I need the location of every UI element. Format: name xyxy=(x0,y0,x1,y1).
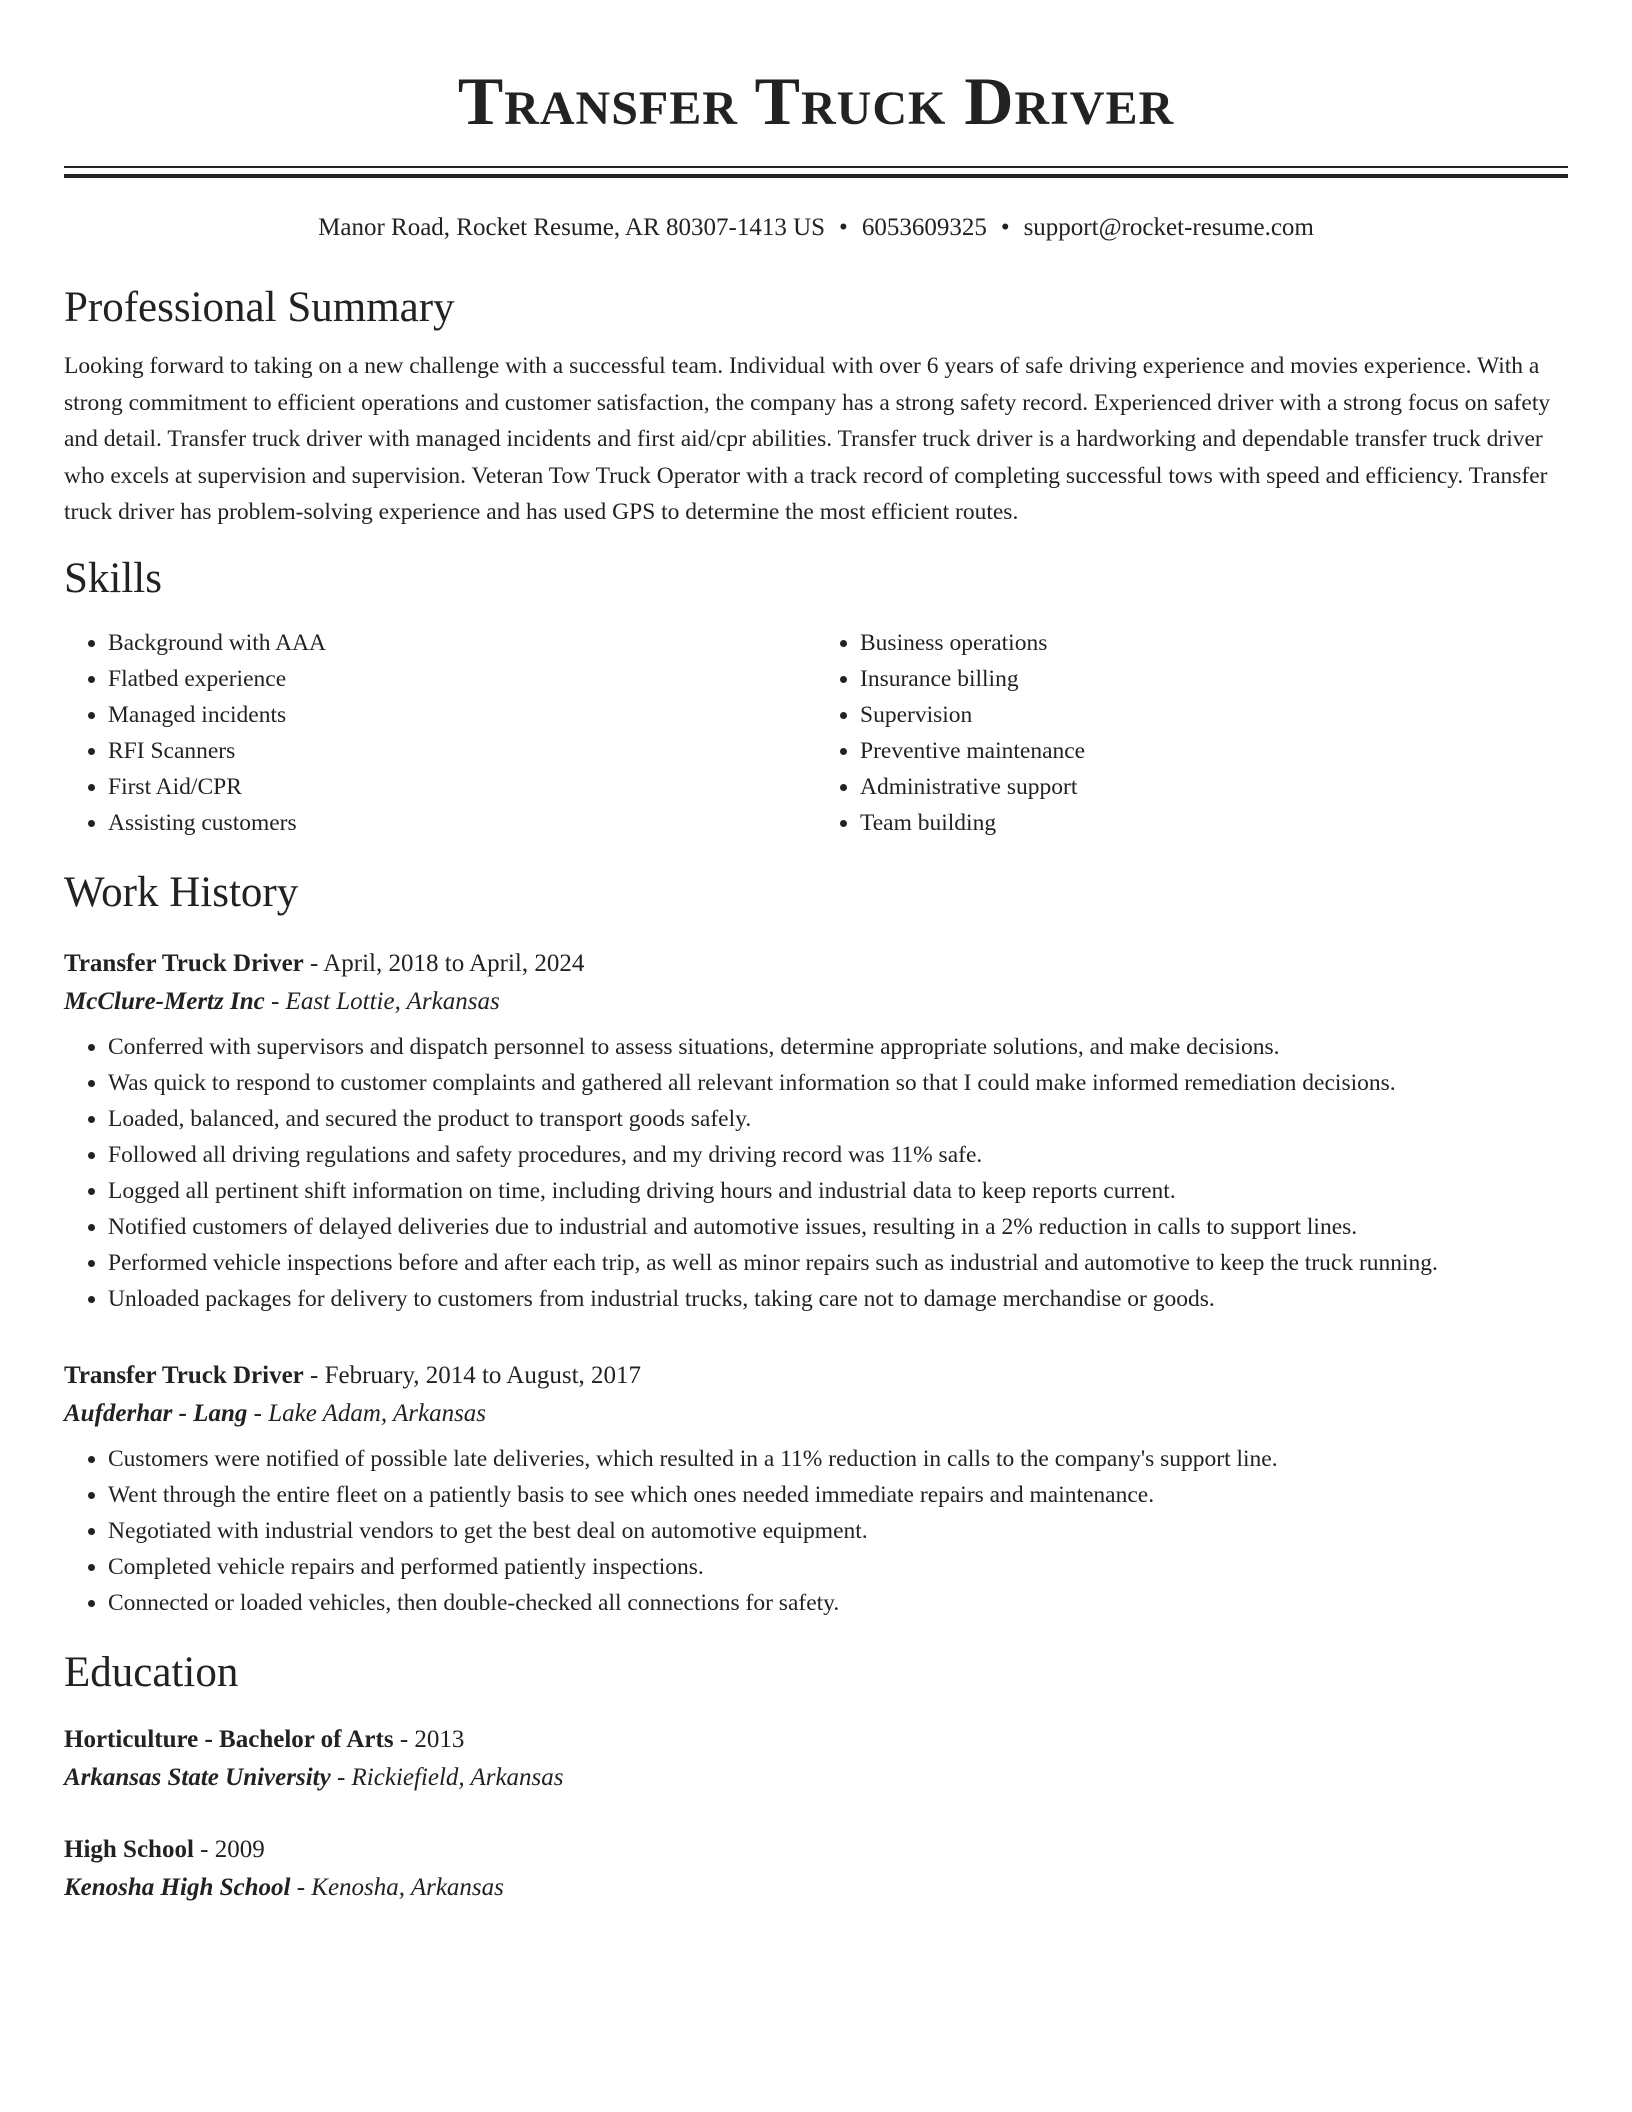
job-title: Transfer Truck Driver xyxy=(64,949,304,977)
job-bullet: • Connected or loaded vehicles, then double-checked all connections for safety. xyxy=(108,1585,1568,1621)
education-heading: Education xyxy=(64,1648,239,1696)
job-bullet: • Negotiated with industrial vendors to get the best deal on automotive equipment. xyxy=(108,1513,1568,1549)
skill-item: • Insurance billing xyxy=(860,661,1568,697)
education-entry xyxy=(64,1831,1568,1907)
contact-address: Manor Road, Rocket Resume, AR 80307-1413 US xyxy=(318,214,826,241)
skills-heading: Skills xyxy=(64,554,162,602)
education-location: - Kenosha, Arkansas xyxy=(290,1873,504,1901)
skills-section xyxy=(64,553,1568,841)
job-dates: - April, 2018 to April, 2024 xyxy=(303,949,585,977)
education-year: - 2013 xyxy=(393,1725,465,1753)
job-bullet: • Followed all driving regulations and safety procedures, and my driving record was 11% safe. xyxy=(108,1137,1568,1173)
contact-email: support@rocket-resume.com xyxy=(1023,214,1314,241)
skill-item: • Administrative support xyxy=(860,769,1568,805)
contact-info xyxy=(64,212,1568,244)
skill-item: • First Aid/CPR xyxy=(108,769,816,805)
job-dates: - February, 2014 to August, 2017 xyxy=(303,1361,642,1389)
work-history-section xyxy=(64,867,1568,1621)
skill-item: • Assisting customers xyxy=(108,805,816,841)
skill-item: • RFI Scanners xyxy=(108,733,816,769)
job-company-line xyxy=(64,1395,1568,1433)
education-school: Kenosha High School xyxy=(64,1873,291,1901)
education-entry xyxy=(64,1721,1568,1797)
skill-item: • Background with AAA xyxy=(108,625,816,661)
skill-item: • Preventive maintenance xyxy=(860,733,1568,769)
education-year: - 2009 xyxy=(193,1835,265,1863)
contact-separator: • xyxy=(839,214,848,241)
skill-item: • Supervision xyxy=(860,697,1568,733)
contact-phone: 6053609325 xyxy=(861,214,987,241)
education-location: - Rickiefield, Arkansas xyxy=(330,1763,564,1791)
job-bullet: • Customers were notified of possible late deliveries, which resulted in a 11% reduction in calls to the company's support line. xyxy=(108,1441,1568,1477)
summary-text: Looking forward to taking on a new challenge with a successful team. Individual with over 6 years of safe driving experience and movies experience. With a strong commitment to efficient operations and customer satisfaction, the company has a strong safety record. Experienced driver with a strong focus on safety and detail. Transfer truck driver with managed incidents and first aid/cpr abilities. Transfer truck driver is a hardworking and dependable transfer truck driver who excels at supervision and supervision. Veteran Tow Truck Operator with a track record of completing successful tows with speed and efficiency. Transfer truck driver has problem-solving experience and has used GPS to determine the most efficient routes. xyxy=(64,353,1551,525)
education-school: Arkansas State University xyxy=(64,1763,331,1791)
skill-item: • Flatbed experience xyxy=(108,661,816,697)
job-bullet: • Loaded, balanced, and secured the product to transport goods safely. xyxy=(108,1101,1568,1137)
job-bullet: • Unloaded packages for delivery to customers from industrial trucks, taking care not to damage merchandise or goods. xyxy=(108,1281,1568,1317)
job-bullet: • Was quick to respond to customer complaints and gathered all relevant information so that I could make informed remediation decisions. xyxy=(108,1065,1568,1101)
education-school-line xyxy=(64,1869,1568,1907)
skills-columns xyxy=(64,625,1568,841)
job-entry xyxy=(64,1357,1568,1621)
job-bullet: • Went through the entire fleet on a patiently basis to see which ones needed immediate repairs and maintenance. xyxy=(108,1477,1568,1513)
job-title: Transfer Truck Driver xyxy=(64,1361,304,1389)
job-entry xyxy=(64,945,1568,1317)
education-degree: High School xyxy=(64,1835,194,1863)
job-company: Aufderhar - Lang xyxy=(64,1399,248,1427)
skill-item: • Team building xyxy=(860,805,1568,841)
job-company: McClure-Mertz Inc xyxy=(64,987,265,1015)
education-degree-line xyxy=(64,1721,1568,1759)
summary-section xyxy=(64,282,1568,531)
education-school-line xyxy=(64,1759,1568,1797)
education-degree: Horticulture - Bachelor of Arts xyxy=(64,1725,394,1753)
header-divider-thin xyxy=(64,166,1568,168)
job-company-line xyxy=(64,983,1568,1021)
candidate-name: Transfer Truck Driver xyxy=(457,63,1175,139)
job-bullet: • Logged all pertinent shift information on time, including driving hours and industrial data to keep reports current. xyxy=(108,1173,1568,1209)
header-divider-thick xyxy=(64,174,1568,178)
skills-left-column xyxy=(64,625,816,841)
job-bullet: • Performed vehicle inspections before and after each trip, as well as minor repairs such as industrial and automotive to keep the truck running. xyxy=(108,1245,1568,1281)
job-location: - Lake Adam, Arkansas xyxy=(247,1399,487,1427)
job-title-line xyxy=(64,945,1568,983)
job-location: - East Lottie, Arkansas xyxy=(264,987,500,1015)
work-history-heading: Work History xyxy=(64,868,299,916)
job-bullet: • Conferred with supervisors and dispatch personnel to assess situations, determine appropriate solutions, and make decisions. xyxy=(108,1029,1568,1065)
job-bullets xyxy=(64,1441,1568,1621)
skills-right-column xyxy=(816,625,1568,841)
contact-separator: • xyxy=(1000,214,1010,241)
education-section xyxy=(64,1647,1568,1907)
job-bullet: • Notified customers of delayed deliveries due to industrial and automotive issues, resulting in a 2% reduction in calls to support lines. xyxy=(108,1209,1568,1245)
job-bullets xyxy=(64,1029,1568,1317)
job-title-line xyxy=(64,1357,1568,1395)
job-bullet: • Completed vehicle repairs and performed patiently inspections. xyxy=(108,1549,1568,1585)
skill-item: • Managed incidents xyxy=(108,697,816,733)
education-degree-line xyxy=(64,1831,1568,1869)
summary-heading: Professional Summary xyxy=(64,284,455,331)
skill-item: • Business operations xyxy=(860,625,1568,661)
